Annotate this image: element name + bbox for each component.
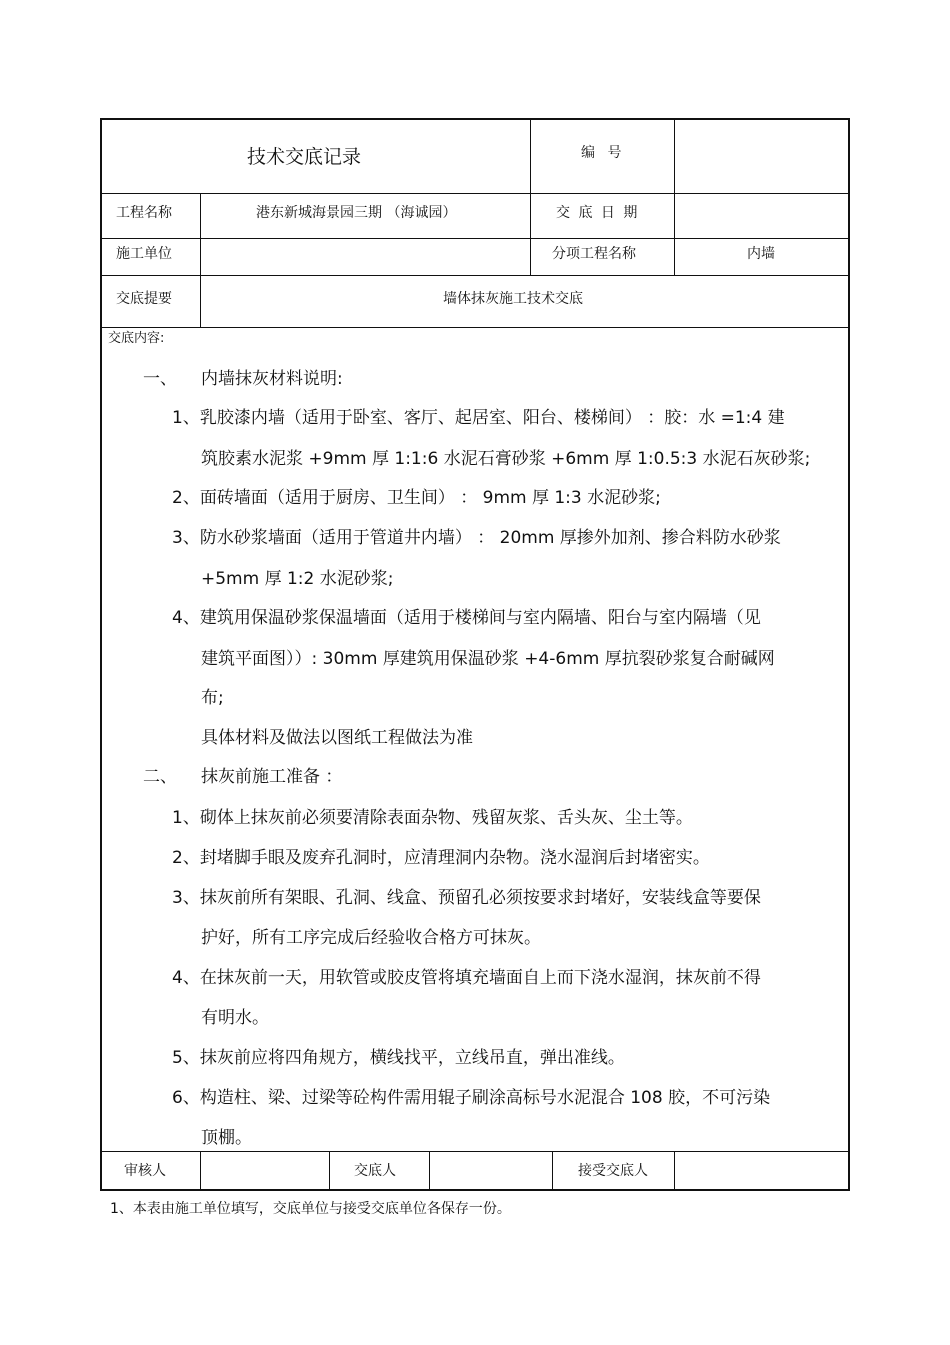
- section-title: 抹灰前施工准备 ：: [201, 767, 343, 787]
- section-number: 二、: [143, 767, 177, 787]
- number-label: 编 号: [581, 145, 626, 161]
- content-line: 护好，所有工序完成后经验收合格方可抹灰。: [201, 928, 541, 948]
- summary-label: 交底提要: [116, 291, 172, 307]
- summary-value[interactable]: 墙体抹灰施工技术交底: [443, 291, 583, 307]
- unit-label: 施工单位: [116, 246, 172, 262]
- row-divider: [100, 1151, 850, 1152]
- column-divider: [552, 1151, 553, 1191]
- content-line: 4、在抹灰前一天，用软管或胶皮管将填充墙面自上而下浇水湿润，抹灰前不得: [172, 968, 761, 988]
- sub-project-value[interactable]: 内墙: [747, 246, 775, 262]
- content-line: 3、抹灰前所有架眼、孔洞、线盒、预留孔必须按要求封堵好，安装线盒等要保: [172, 888, 761, 908]
- row-divider: [100, 275, 850, 276]
- discloser-label: 交底人: [354, 1163, 396, 1179]
- footnote: 1、本表由施工单位填写，交底单位与接受交底单位各保存一份。: [110, 1201, 511, 1217]
- content-line: 布;: [201, 688, 224, 708]
- content-line: 5、抹灰前应将四角规方，横线找平，立线吊直，弹出准线。: [172, 1048, 625, 1068]
- date-label: 交 底 日 期: [556, 205, 640, 221]
- form-title: 技术交底记录: [247, 146, 362, 168]
- content-label: 交底内容:: [108, 331, 165, 346]
- project-name-value[interactable]: 港东新城海景园三期 （海诚园）: [256, 205, 457, 221]
- receiver-label: 接受交底人: [578, 1163, 648, 1179]
- content-line: 建筑平面图））: 30mm 厚建筑用保温砂浆 +4-6mm 厚抗裂砂浆复合耐碱网: [201, 649, 775, 669]
- sub-project-label: 分项工程名称: [552, 246, 636, 262]
- column-divider: [674, 118, 675, 275]
- column-divider: [200, 193, 201, 327]
- content-line: 4、建筑用保温砂浆保温墙面（适用于楼梯间与室内隔墙、阳台与室内隔墙（见: [172, 608, 761, 628]
- column-divider: [429, 1151, 430, 1191]
- section-title: 内墙抹灰材料说明:: [201, 369, 343, 389]
- content-line: 筑胶素水泥浆 +9mm 厚 1:1:6 水泥石膏砂浆 +6mm 厚 1:0.5:3 水泥石灰砂浆;: [201, 449, 811, 469]
- content-line: 2、面砖墙面（适用于厨房、卫生间） ： 9mm 厚 1:3 水泥砂浆;: [172, 488, 661, 508]
- reviewer-label: 审核人: [124, 1163, 166, 1179]
- row-divider: [100, 327, 850, 328]
- content-line: 1、乳胶漆内墙（适用于卧室、客厅、起居室、阳台、楼梯间） ：胶：水 =1:4 建: [172, 408, 785, 428]
- content-line: 6、构造柱、梁、过梁等砼构件需用辊子刷涂高标号水泥混合 108 胶，不可污染: [172, 1088, 771, 1108]
- column-divider: [674, 1151, 675, 1191]
- column-divider: [200, 1151, 201, 1191]
- content-line: 顶棚。: [201, 1128, 252, 1148]
- content-line: 3、防水砂浆墙面（适用于管道井内墙） ： 20mm 厚掺外加剂、掺合料防水砂浆: [172, 528, 781, 548]
- column-divider: [329, 1151, 330, 1191]
- row-divider: [100, 193, 850, 194]
- content-line: 具体材料及做法以图纸工程做法为准: [201, 728, 473, 748]
- content-line: 有明水。: [201, 1008, 269, 1028]
- content-line: 2、封堵脚手眼及废弃孔洞时，应清理洞内杂物。浇水湿润后封堵密实。: [172, 848, 710, 868]
- section-number: 一、: [143, 369, 177, 389]
- project-name-label: 工程名称: [116, 205, 172, 221]
- column-divider: [530, 118, 531, 275]
- content-line: +5mm 厚 1:2 水泥砂浆;: [201, 569, 394, 589]
- content-line: 1、砌体上抹灰前必须要清除表面杂物、残留灰浆、舌头灰、尘土等。: [172, 808, 693, 828]
- row-divider: [100, 238, 850, 239]
